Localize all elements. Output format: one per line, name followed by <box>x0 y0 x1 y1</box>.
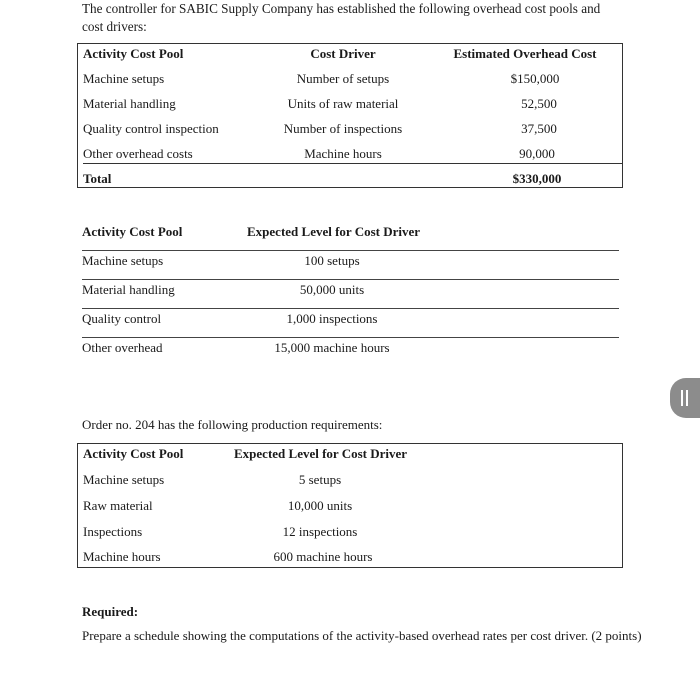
header-activity-cost-pool: Activity Cost Pool <box>83 46 184 61</box>
row-divider <box>82 337 619 338</box>
table-row <box>82 311 619 339</box>
table-header-row <box>82 224 619 252</box>
cell-level: 50,000 units <box>299 282 365 297</box>
table-header-row <box>78 46 622 70</box>
cell-pool: Other overhead costs <box>83 146 193 161</box>
total-label: Total <box>83 171 112 186</box>
intro-text: The controller for SABIC Supply Company has established the following overhead cost pools and cost drivers: <box>82 1 601 34</box>
cell-pool: Material handling <box>82 282 175 297</box>
row-divider <box>82 308 619 309</box>
table-row <box>78 71 622 95</box>
cell-cost: 52,500 <box>521 96 557 111</box>
cell-pool: Machine hours <box>83 549 161 564</box>
grip-icon <box>686 390 688 406</box>
header-expected-level: Expected Level for Cost Driver <box>247 224 421 239</box>
cell-pool: Quality control inspection <box>83 121 219 136</box>
header-activity-cost-pool: Activity Cost Pool <box>82 224 183 239</box>
cell-pool: Machine setups <box>83 472 165 487</box>
total-row <box>78 171 622 195</box>
cell-level: 100 setups <box>304 253 360 268</box>
table-row <box>78 146 622 170</box>
cell-pool: Inspections <box>83 524 143 539</box>
required-heading: Required: <box>82 604 139 619</box>
side-scroll-handle[interactable] <box>670 378 700 418</box>
cell-pool: Raw material <box>83 498 153 513</box>
total-value: $330,000 <box>512 171 562 186</box>
cell-level: 15,000 machine hours <box>274 340 390 355</box>
header-cost-driver: Cost Driver <box>310 46 376 61</box>
cell-cost: $150,000 <box>510 71 560 86</box>
header-estimated-overhead-cost: Estimated Overhead Cost <box>453 46 597 61</box>
cell-level: 600 machine hours <box>273 549 373 564</box>
table-row <box>78 121 622 145</box>
table-row <box>82 253 619 281</box>
header-expected-level: Expected Level for Cost Driver <box>234 446 408 461</box>
order-requirements-table <box>77 443 623 568</box>
required-instructions: Prepare a schedule showing the computations of the activity-based overhead rates per cost driver. (2 points) <box>82 628 642 643</box>
header-activity-cost-pool: Activity Cost Pool <box>83 446 184 461</box>
order-description: Order no. 204 has the following production requirements: <box>82 417 383 432</box>
cell-driver: Machine hours <box>304 146 382 161</box>
cell-driver: Number of setups <box>296 71 390 86</box>
cell-pool: Machine setups <box>83 71 165 86</box>
cell-cost: 37,500 <box>521 121 557 136</box>
table-row <box>78 498 622 522</box>
table-row <box>78 524 622 548</box>
table-row <box>82 340 619 368</box>
table-row <box>78 472 622 496</box>
grip-icon <box>681 390 683 406</box>
cell-cost: 90,000 <box>519 146 555 161</box>
cell-pool: Quality control <box>82 311 162 326</box>
cell-level: 12 inspections <box>282 524 358 539</box>
cell-level: 5 setups <box>298 472 342 487</box>
table-row <box>78 96 622 120</box>
cell-level: 1,000 inspections <box>286 311 378 326</box>
table-row <box>82 282 619 310</box>
row-divider <box>82 279 619 280</box>
cell-pool: Other overhead <box>82 340 163 355</box>
overhead-cost-pools-table <box>77 43 623 188</box>
cell-level: 10,000 units <box>287 498 353 513</box>
cell-pool: Machine setups <box>82 253 164 268</box>
cell-driver: Number of inspections <box>283 121 403 136</box>
cell-driver: Units of raw material <box>287 96 399 111</box>
table-header-row <box>78 446 622 470</box>
table-row <box>78 549 622 573</box>
cell-pool: Material handling <box>83 96 176 111</box>
total-divider <box>83 163 622 164</box>
row-divider <box>82 250 619 251</box>
